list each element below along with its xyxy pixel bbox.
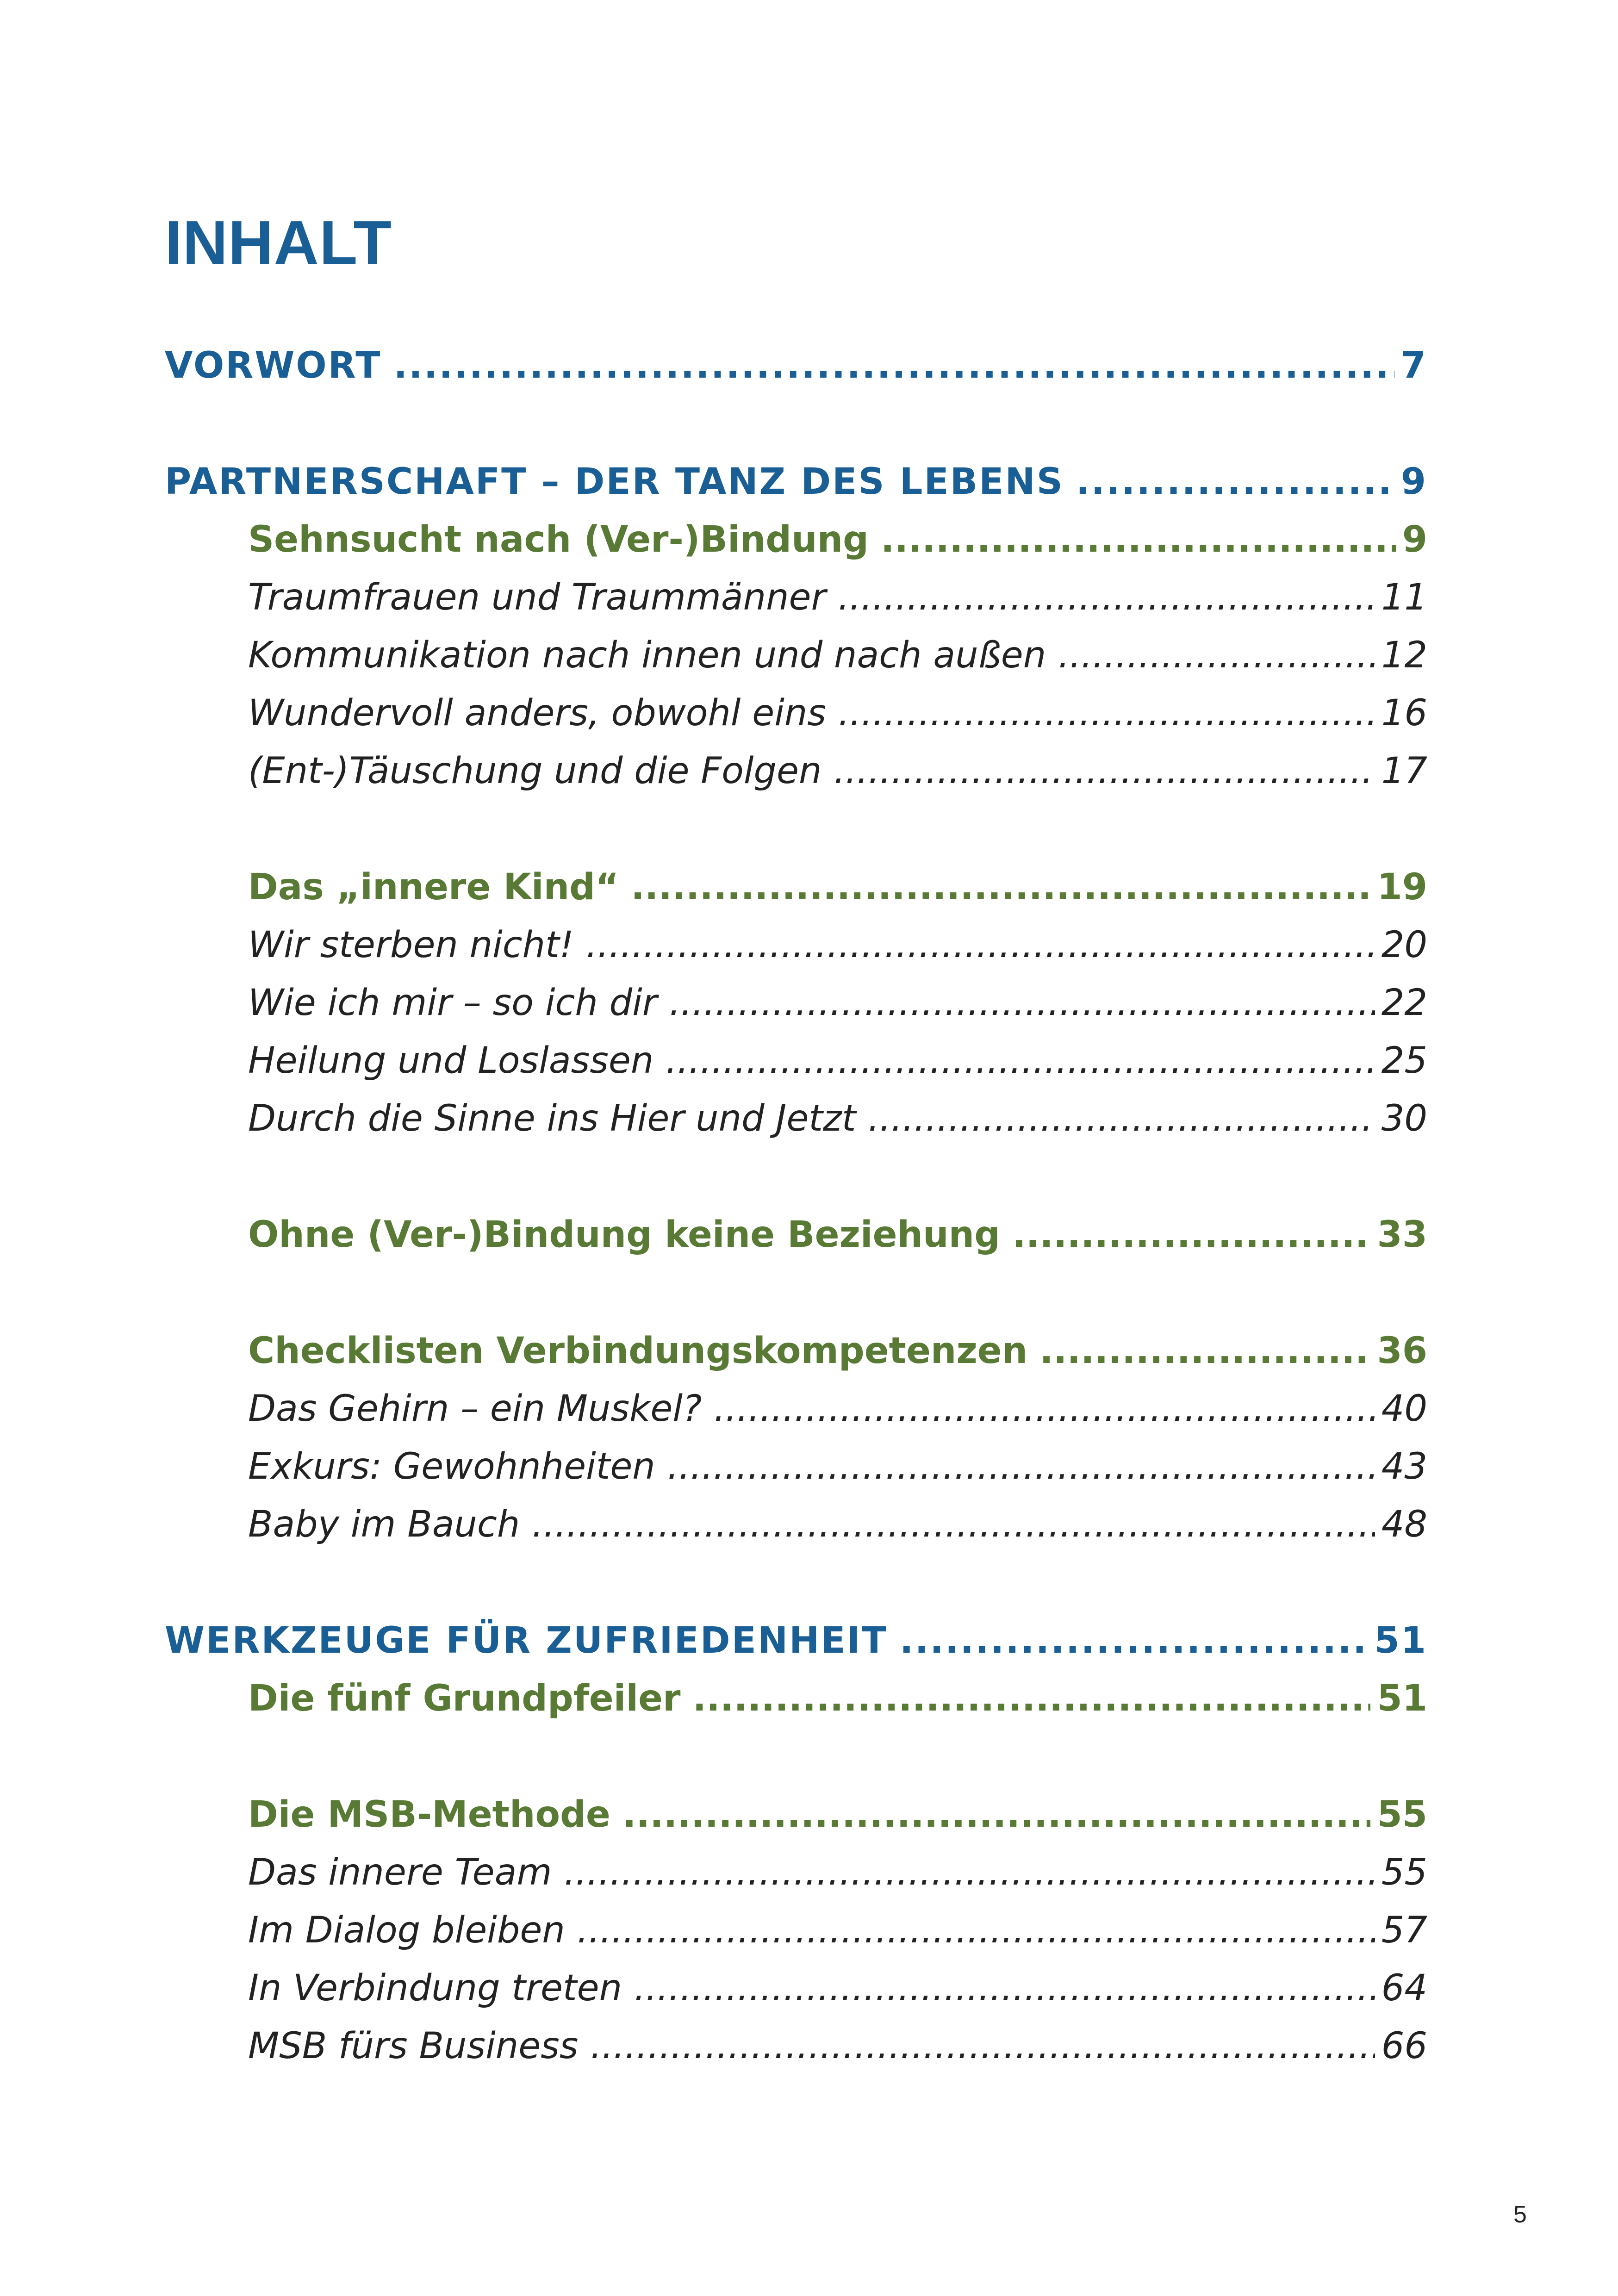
toc-entry-label: Heilung und Loslassen [248,1040,654,1082]
toc-entry-verbindung-treten[interactable] [248,1963,1427,2014]
dot-leader [1058,630,1375,681]
toc-entry-grundpfeiler[interactable] [248,1673,1427,1724]
page-number: 5 [1513,2201,1527,2228]
toc-entry-label: Durch die Sinne ins Hier und Jetzt [248,1098,856,1139]
dot-leader [900,1615,1368,1666]
toc-entry-label: In Verbindung treten [248,1967,622,2009]
dot-leader [834,746,1375,796]
toc-entry-label: Checklisten Verbindungskompetenzen [248,1330,1028,1372]
dot-leader [590,2021,1375,2072]
toc-entry-page: 57 [1381,1910,1427,1951]
toc-entry-label: Baby im Bauch [248,1504,520,1545]
toc-entry-gehirn[interactable] [248,1383,1427,1434]
toc-entry-label: WERKZEUGE FÜR ZUFRIEDENHEIT [165,1620,888,1661]
toc-entry-label: Die MSB-Methode [248,1794,610,1836]
toc-entry-label: Kommunikation nach innen und nach außen [248,635,1046,676]
dot-leader [838,688,1375,739]
toc-entry-page: 9 [1402,519,1427,560]
toc-entry-dialog[interactable] [248,1905,1427,1956]
toc-entry-page: 25 [1381,1040,1427,1082]
toc-entry-page: 11 [1381,577,1427,618]
dot-leader [577,1905,1375,1956]
dot-leader [393,340,1394,391]
toc-entry-page: 22 [1381,982,1427,1024]
toc-entry-durch-die-sinne[interactable] [248,1093,1427,1144]
toc-entry-page: 51 [1377,1678,1427,1719]
toc-entry-label: Traumfrauen und Traummänner [248,577,826,618]
toc-entry-heilung[interactable] [248,1035,1427,1086]
toc-entry-msb-methode[interactable] [248,1789,1427,1840]
toc-entry-page: 36 [1377,1330,1427,1372]
dot-leader [634,1963,1375,2014]
dot-leader [622,1789,1371,1840]
toc-entry-label: Das Gehirn – ein Muskel? [248,1388,702,1430]
toc-entry-wie-ich-mir[interactable] [248,977,1427,1028]
toc-entry-checklisten[interactable] [248,1325,1427,1376]
toc-entry-baby-im-bauch[interactable] [248,1499,1427,1550]
toc-entry-page: 16 [1381,692,1427,734]
toc-entry-traumfrauen[interactable] [248,572,1427,623]
toc-entry-label: Sehnsucht nach (Ver-)Bindung [248,519,869,560]
dot-leader [564,1847,1375,1898]
toc-entry-page: 51 [1374,1620,1427,1661]
toc-entry-vorwort[interactable] [165,340,1427,391]
toc-entry-page: 17 [1381,750,1427,792]
toc-entry-label: (Ent-)Täuschung und die Folgen [248,750,822,792]
toc-entry-label: Das „innere Kind“ [248,866,619,908]
toc-entry-page: 64 [1381,1967,1427,2009]
toc-entry-page: 55 [1377,1794,1427,1836]
dot-leader [693,1673,1371,1724]
toc-entry-page: 33 [1377,1214,1427,1256]
toc-entry-label: Ohne (Ver-)Bindung keine Beziehung [248,1214,1000,1256]
toc-entry-page: 43 [1381,1446,1427,1487]
toc-entry-page: 66 [1381,2025,1427,2067]
toc-entry-msb-business[interactable] [248,2021,1427,2072]
toc-entry-page: 55 [1381,1852,1427,1893]
dot-leader [1012,1209,1370,1260]
toc-entry-page: 30 [1381,1098,1427,1139]
dot-leader [1039,1325,1370,1376]
toc-entry-wundervoll[interactable] [248,688,1427,739]
dot-leader [868,1093,1375,1144]
toc-entry-label: Im Dialog bleiben [248,1910,565,1951]
toc-entry-label: Wundervoll anders, obwohl eins [248,692,826,734]
toc-entry-exkurs[interactable] [248,1441,1427,1492]
toc-entry-enttaeuschung[interactable] [248,746,1427,796]
toc-entry-label: Wie ich mir – so ich dir [248,982,657,1024]
dot-leader [586,920,1375,971]
dot-leader [881,514,1396,565]
dot-leader [1076,456,1394,507]
dot-leader [838,572,1375,623]
dot-leader [666,1035,1375,1086]
toc-entry-label: Exkurs: Gewohnheiten [248,1446,655,1487]
toc-entry-page: 7 [1400,345,1427,386]
dot-leader [532,1499,1375,1550]
toc-entry-label: Das innere Team [248,1852,552,1893]
toc-entry-werkzeuge[interactable] [165,1615,1427,1666]
dot-leader [714,1383,1375,1434]
toc-entry-label: Die fünf Grundpfeiler [248,1678,681,1719]
toc-entry-page: 40 [1381,1388,1427,1430]
toc-entry-page: 48 [1381,1504,1427,1545]
toc-entry-ohne-verbindung[interactable] [248,1209,1427,1260]
toc-entry-label: VORWORT [165,345,382,386]
toc-entry-page: 9 [1400,461,1427,503]
toc-entry-label: MSB fürs Business [248,2025,579,2067]
toc-entry-wir-sterben-nicht[interactable] [248,920,1427,971]
dot-leader [631,862,1370,913]
toc-entry-page: 19 [1377,866,1427,908]
toc-entry-kommunikation[interactable] [248,630,1427,681]
toc-entry-page: 12 [1381,635,1427,676]
page-title: INHALT [165,208,392,278]
toc-entry-sehnsucht[interactable] [248,514,1427,565]
toc-entry-label: Wir sterben nicht! [248,924,574,966]
dot-leader [669,977,1375,1028]
toc-entry-page: 20 [1381,924,1427,966]
toc-entry-label: PARTNERSCHAFT – DER TANZ DES LEBENS [165,461,1064,503]
toc-entry-inneres-kind[interactable] [248,862,1427,913]
dot-leader [667,1441,1375,1492]
toc-entry-inneres-team[interactable] [248,1847,1427,1898]
toc-entry-partnerschaft[interactable] [165,456,1427,507]
